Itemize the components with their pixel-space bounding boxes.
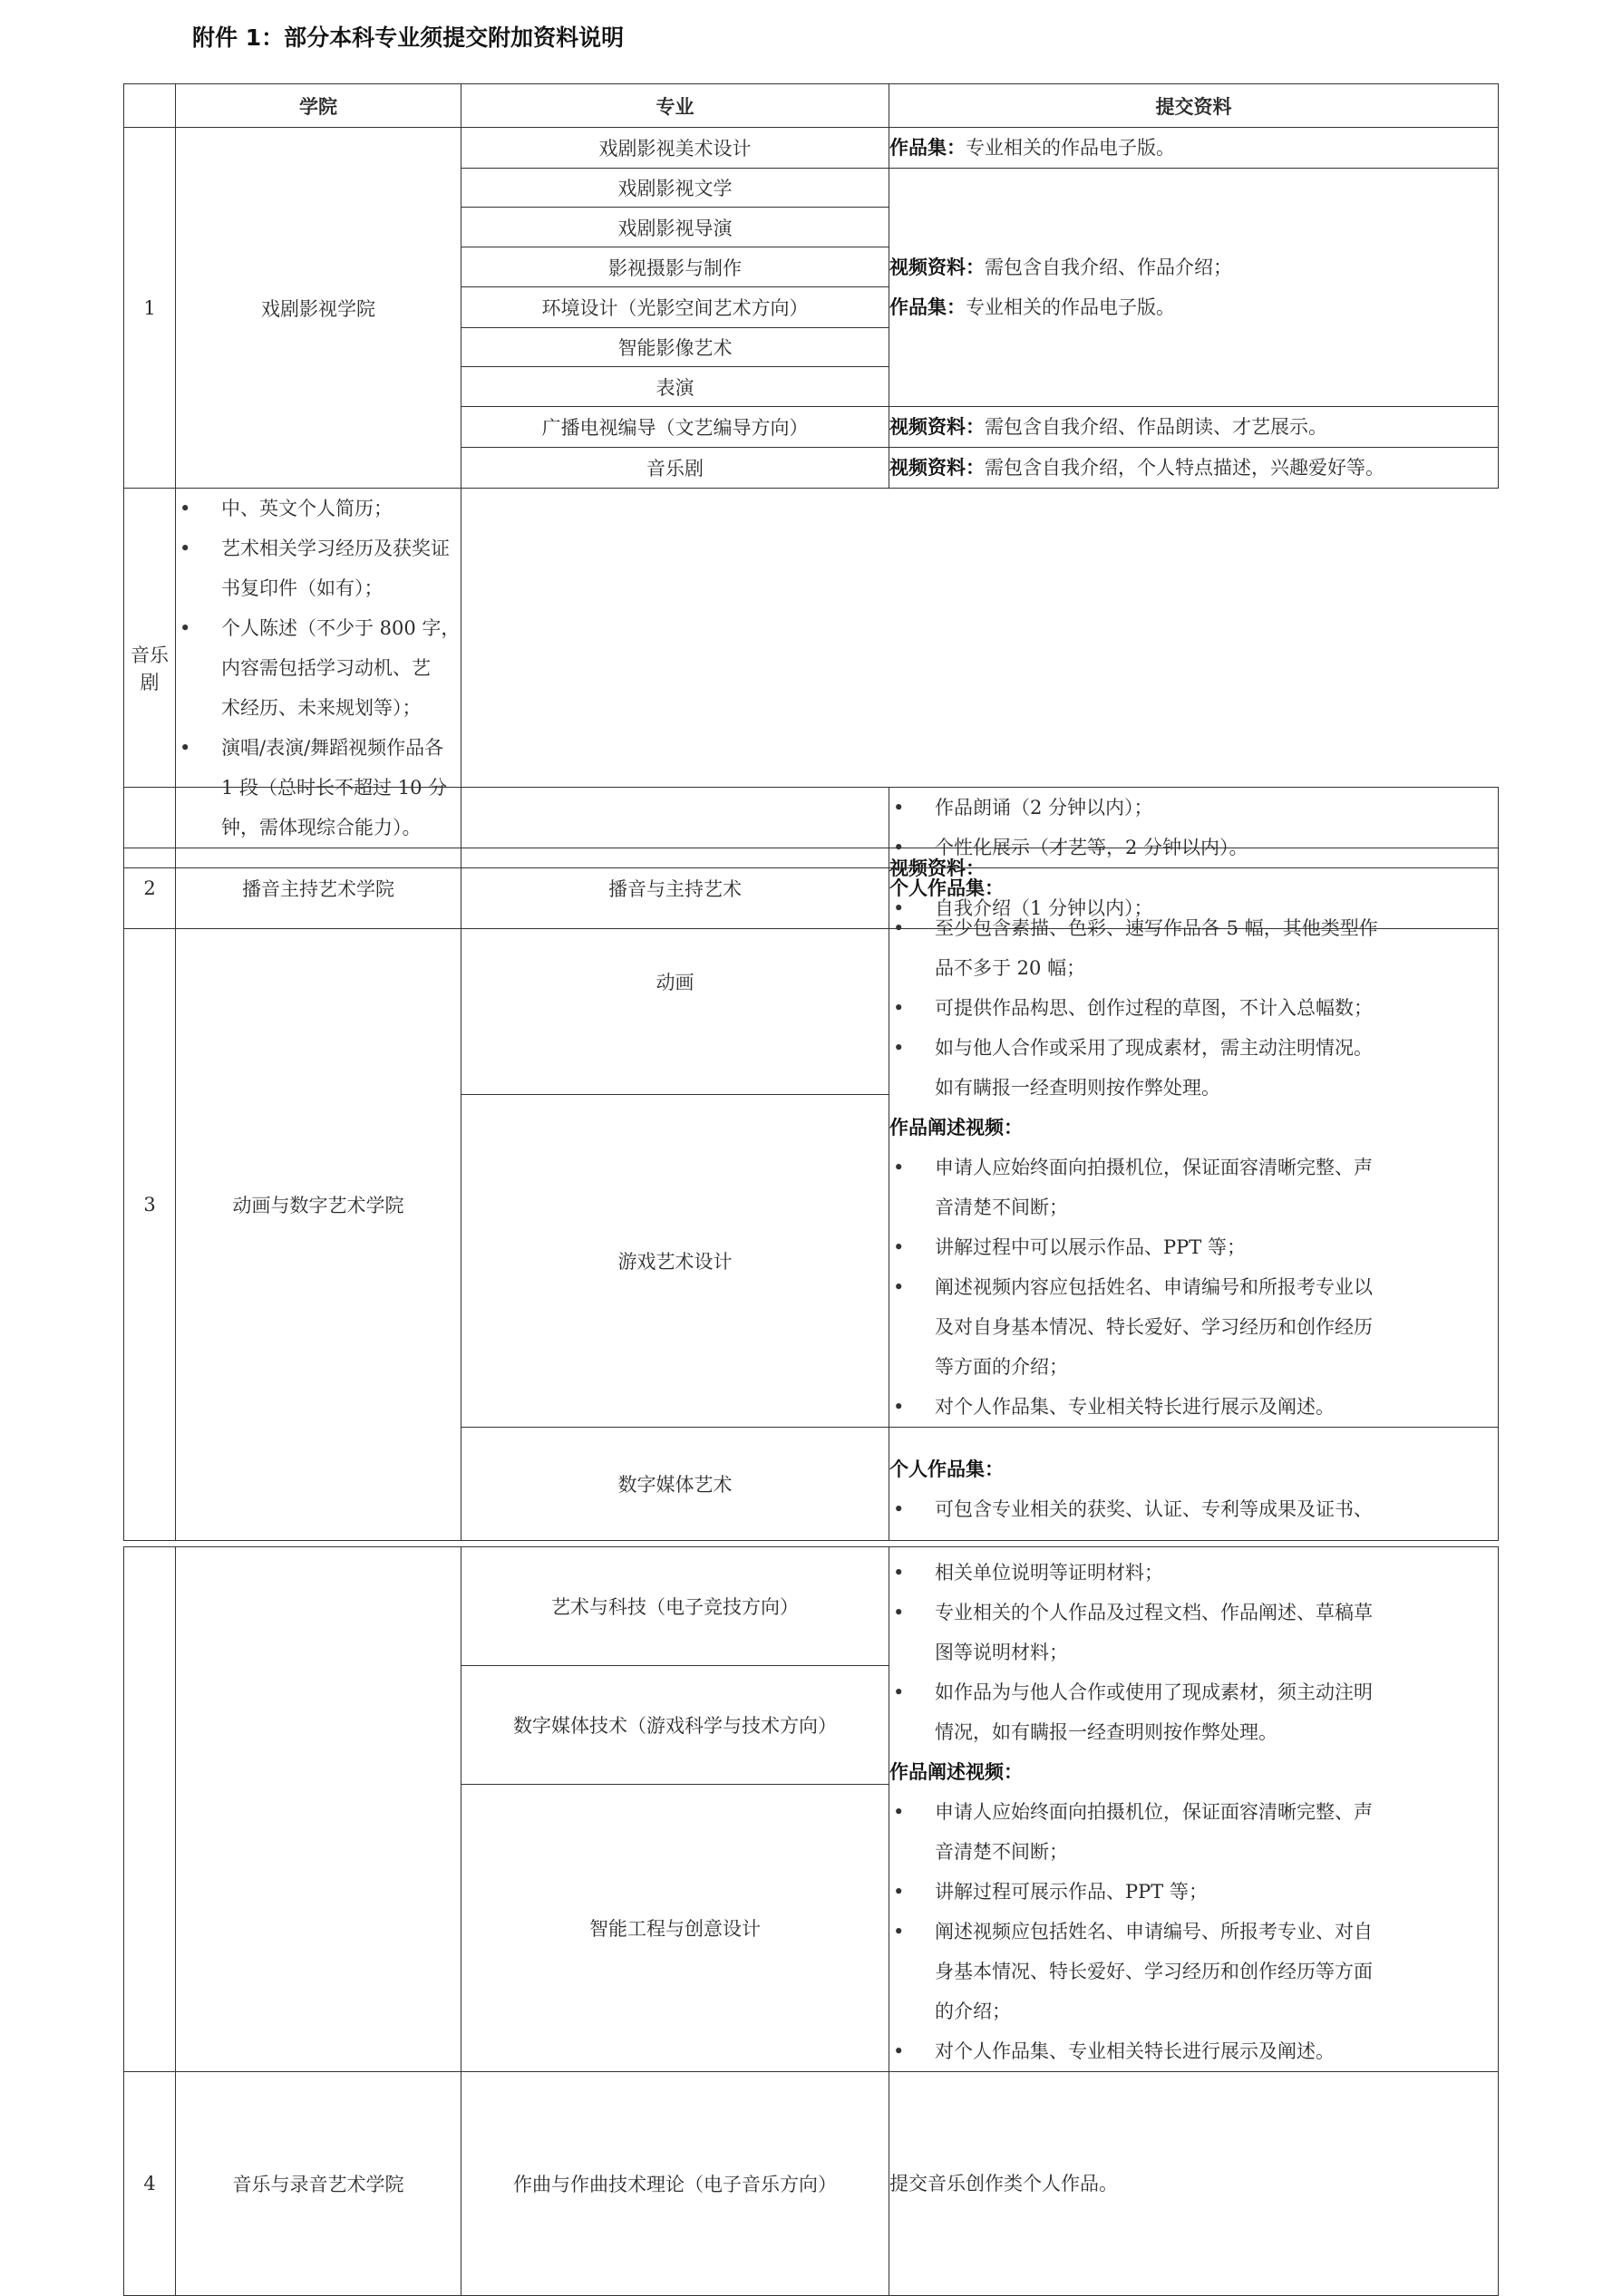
row-number: 4 <box>124 2072 176 2296</box>
list-item: • 至少包含素描、色彩、速写作品各 5 幅，其他类型作 品不多于 20 幅； <box>889 908 1498 988</box>
list-item: • 阐述视频内容应包括姓名、申请编号和所报考专业以 及对自身基本情况、特长爱好、学习经历和创作经历 等方面的介绍； <box>889 1267 1498 1387</box>
list-item: • 如作品为与他人合作或使用了现成素材，须主动注明 情况，如有瞒报一经查明则按作弊处理。 <box>889 1672 1498 1752</box>
material-text: 需包含自我介绍，个人特点描述，兴趣爱好等。 <box>985 457 1384 479</box>
material-label: 视频资料： <box>889 857 985 879</box>
list-item: • 阐述视频应包括姓名、申请编号、所报考专业、对自 身基本情况、特长爱好、学习经历和创作经历等方面 的介绍； <box>889 1912 1498 2031</box>
row-number: 1 <box>124 128 176 489</box>
major-name: 环境设计（光影空间艺术方向） <box>461 287 889 328</box>
header-college: 学院 <box>176 84 461 128</box>
material-text: 需包含自我介绍、作品介绍； <box>985 257 1232 278</box>
materials-cell <box>889 128 1499 169</box>
materials-cell <box>889 169 1499 407</box>
materials-cell <box>889 868 1499 1428</box>
college-name <box>176 1547 461 2072</box>
college-name: 戏剧影视学院 <box>176 128 461 489</box>
header-materials: 提交资料 <box>889 84 1499 128</box>
major-name: 广播电视编导（文艺编导方向） <box>461 407 889 448</box>
table-row <box>124 788 1499 868</box>
list-item: • 中、英文个人简历； <box>176 489 461 528</box>
major-name: 影视摄影与制作 <box>461 247 889 287</box>
list-item: • 个人陈述（不少于 800 字，内容需包括学习动机、艺 术经历、未来规划等）； <box>176 608 461 728</box>
list-item: • 个性化展示（才艺等，2 分钟以内）。 <box>889 828 1498 867</box>
major-name <box>461 788 889 868</box>
college-name <box>176 788 461 868</box>
header-major: 专业 <box>461 84 889 128</box>
list-item: • 可提供作品构思、创作过程的草图，不计入总幅数； <box>889 988 1498 1028</box>
materials-cell <box>889 1547 1499 2072</box>
material-label: 个人作品集： <box>889 877 1004 899</box>
materials-cell <box>889 448 1499 489</box>
table-segment-2 <box>123 787 1499 1541</box>
major-name: 戏剧影视导演 <box>461 208 889 247</box>
list-item: • 可包含专业相关的获奖、认证、专利等成果及证书、 <box>889 1489 1498 1529</box>
table-header-row <box>124 84 1499 128</box>
major-name: 智能影像艺术 <box>461 328 889 367</box>
material-label: 作品集： <box>889 136 966 159</box>
major-name: 智能工程与创意设计 <box>461 1784 889 2071</box>
table-row <box>124 868 1499 1095</box>
list-item: • 申请人应始终面向拍摄机位，保证面容清晰完整、声 音清楚不间断； <box>889 1148 1498 1227</box>
major-name: 音乐剧 <box>124 489 176 848</box>
major-name: 戏剧影视美术设计 <box>461 128 889 169</box>
major-name: 播音与主持艺术 <box>461 848 889 929</box>
material-label: 作品阐述视频： <box>889 1116 1023 1138</box>
materials-cell: 提交音乐创作类个人作品。 <box>889 2072 1499 2296</box>
table-segment-3 <box>123 1546 1499 2296</box>
major-name: 动画 <box>461 868 889 1095</box>
material-text: 专业相关的作品电子版。 <box>966 296 1175 318</box>
table-row <box>124 128 1499 169</box>
header-index <box>124 84 176 128</box>
major-name: 游戏艺术设计 <box>461 1095 889 1428</box>
materials-cell <box>889 788 1499 868</box>
material-text: 需包含自我介绍、作品朗读、才艺展示。 <box>985 416 1327 438</box>
list-item: • 讲解过程中可以展示作品、PPT 等； <box>889 1227 1498 1267</box>
list-item: • 讲解过程可展示作品、PPT 等； <box>889 1872 1498 1912</box>
list-item: • 申请人应始终面向拍摄机位，保证面容清晰完整、声 音清楚不间断； <box>889 1792 1498 1872</box>
major-name: 作曲与作曲技术理论（电子音乐方向） <box>461 2072 889 2296</box>
list-item-continued: • 相关单位说明等证明材料； <box>889 1553 1498 1593</box>
table-row <box>124 2072 1499 2296</box>
row-number: 2 <box>124 848 176 929</box>
list-item: • 作品朗诵（2 分钟以内）； <box>889 788 1498 828</box>
college-name: 音乐与录音艺术学院 <box>176 2072 461 2296</box>
list-item: • 如与他人合作或采用了现成素材，需主动注明情况。 如有瞒报一经查明则按作弊处理。 <box>889 1028 1498 1108</box>
materials-cell <box>889 1428 1499 1541</box>
college-name: 播音主持艺术学院 <box>176 848 461 929</box>
material-label: 个人作品集： <box>889 1458 1004 1480</box>
document-title: 附件 1：部分本科专业须提交附加资料说明 <box>192 24 625 51</box>
major-name: 表演 <box>461 367 889 407</box>
material-label: 视频资料： <box>889 456 985 479</box>
major-name: 数字媒体技术（游戏科学与技术方向） <box>461 1665 889 1784</box>
table-row <box>124 1547 1499 1666</box>
row-number: 3 <box>124 868 176 1541</box>
list-item: • 自我介绍（1 分钟以内）； <box>889 888 1498 928</box>
row-number <box>124 788 176 868</box>
material-label: 视频资料： <box>889 415 985 438</box>
list-item: • 对个人作品集、专业相关特长进行展示及阐述。 <box>889 2031 1498 2071</box>
major-name: 音乐剧 <box>461 448 889 489</box>
material-label: 作品阐述视频： <box>889 1760 1023 1783</box>
material-label: 视频资料： <box>889 256 985 278</box>
list-item: • 演唱/表演/舞蹈视频作品各 1 段（总时长不超过 10 分 钟，需体现综合能力）。 <box>176 728 461 848</box>
major-name: 数字媒体艺术 <box>461 1428 889 1541</box>
material-text: 专业相关的作品电子版。 <box>966 137 1175 159</box>
list-item: • 艺术相关学习经历及获奖证书复印件（如有）； <box>176 528 461 608</box>
material-label: 作品集： <box>889 295 966 318</box>
college-name: 动画与数字艺术学院 <box>176 868 461 1541</box>
row-number <box>124 1547 176 2072</box>
materials-cell <box>889 407 1499 448</box>
major-name: 戏剧影视文学 <box>461 169 889 208</box>
list-item: • 专业相关的个人作品及过程文档、作品阐述、草稿草 图等说明材料； <box>889 1593 1498 1672</box>
list-item: • 对个人作品集、专业相关特长进行展示及阐述。 <box>889 1387 1498 1427</box>
major-name: 艺术与科技（电子竞技方向） <box>461 1547 889 1666</box>
